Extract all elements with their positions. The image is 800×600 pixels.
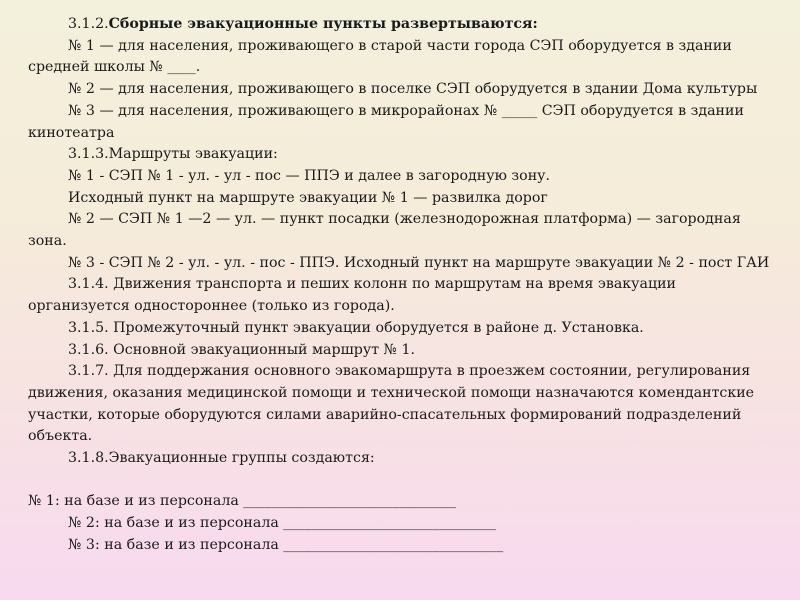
route-2: № 2 — СЭП № 1 —2 — ул. — пункт посадки (железнодорожная платформа) — загородная зона. bbox=[28, 211, 741, 250]
route-3: № 3 - СЭП № 2 - ул. - ул. - пос - ППЭ. Исходный пункт на маршруте эвакуации № 2 - пост ГАИ bbox=[68, 254, 770, 271]
route-1-start-point: Исходный пункт на маршруте эвакуации № 1 — развилка дорог bbox=[68, 189, 548, 206]
section-number: 3.1.2. bbox=[68, 16, 109, 32]
route-1: № 1 - СЭП № 1 - ул. - ул - пос — ППЭ и далее в загородную зону. bbox=[68, 167, 551, 184]
assembly-point-1: № 1 — для населения, проживающего в старой части города СЭП оборудуется в здании средней школы № ____. bbox=[28, 37, 732, 76]
assembly-point-2: № 2 — для населения, проживающего в поселке СЭП оборудуется в здании Дома культуры bbox=[68, 81, 758, 98]
blank-line bbox=[28, 470, 776, 492]
document-body bbox=[28, 14, 776, 557]
evacuation-group-1: № 1: на базе и из персонала ______________________________ bbox=[28, 493, 457, 510]
section-3-1-8-heading: 3.1.8.Эвакуационные группы создаются: bbox=[68, 450, 375, 467]
assembly-point-3: № 3 — для населения, проживающего в микрорайонах № _____ СЭП оборудуется в здании кинотеатра bbox=[28, 102, 744, 141]
section-3-1-2-heading bbox=[28, 14, 776, 36]
section-3-1-3-heading: 3.1.3.Маршруты эвакуации: bbox=[68, 146, 278, 163]
evacuation-group-3: № 3: на базе и из персонала _______________________________ bbox=[68, 536, 504, 553]
section-3-1-5: 3.1.5. Промежуточный пункт эвакуации оборудуется в районе д. Установка. bbox=[68, 319, 644, 336]
section-3-1-7: 3.1.7. Для поддержания основного эвакомаршрута в проезжем состоянии, регулирования движения, оказания медицинской помощи и технической помощи назначаются комендантские участки, которые оборудуются силами аварийно-спасательных формирований подразделений объекта. bbox=[28, 363, 755, 445]
evacuation-group-2: № 2: на базе и из персонала ______________________________ bbox=[68, 515, 497, 532]
section-3-1-6: 3.1.6. Основной эвакуационный маршрут № 1. bbox=[68, 341, 416, 358]
section-3-1-4: 3.1.4. Движения транспорта и пеших колонн по маршрутам на время эвакуации организуется одностороннее (только из города). bbox=[28, 276, 677, 315]
section-heading-bold: Сборные эвакуационные пункты развертываются: bbox=[108, 16, 538, 32]
